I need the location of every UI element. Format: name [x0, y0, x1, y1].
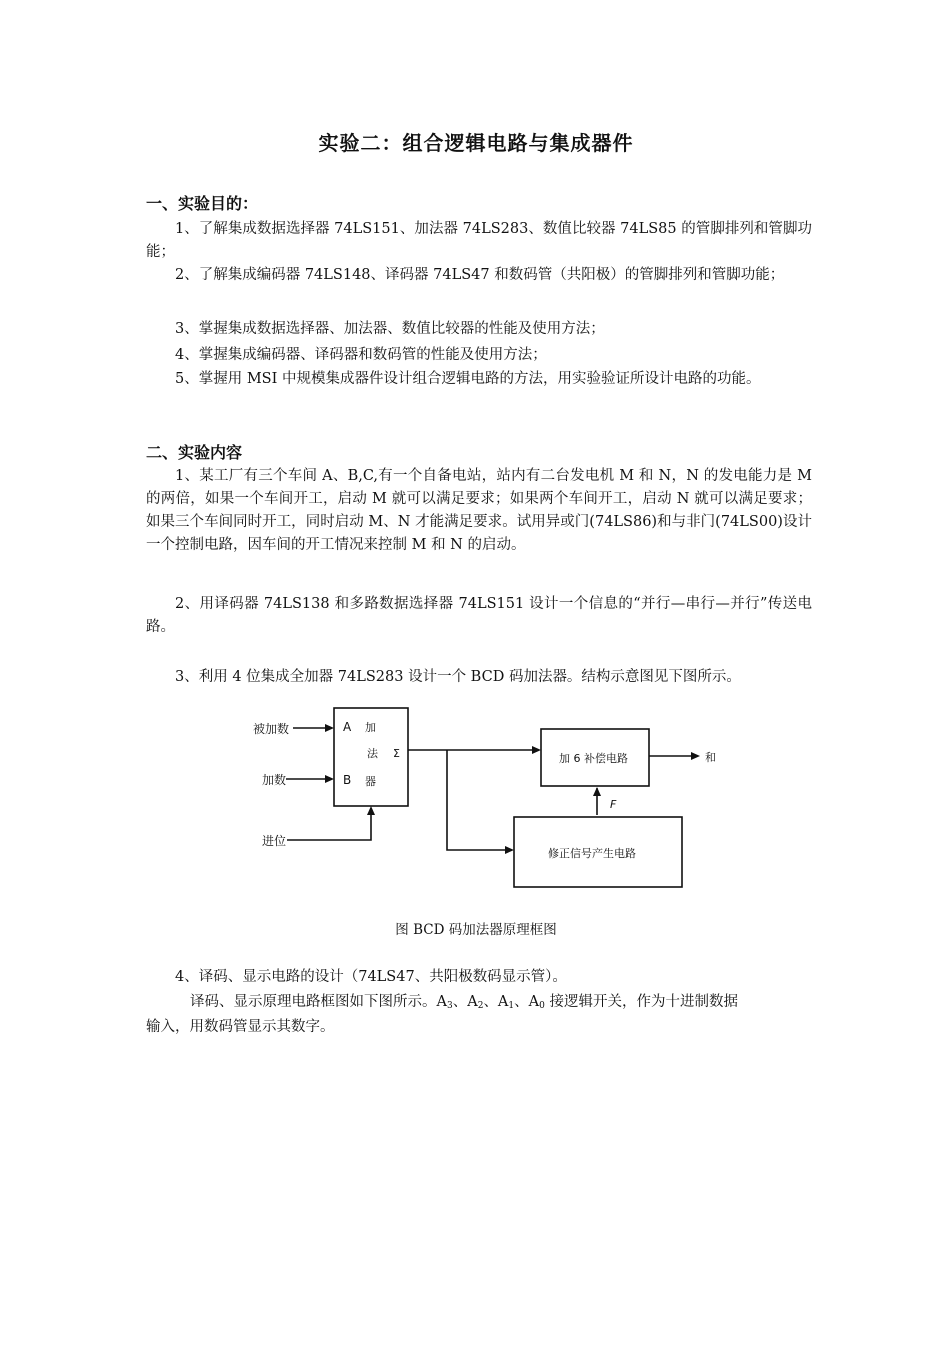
branch-line: [447, 750, 512, 850]
label-carry: 进位: [262, 834, 287, 848]
port-b-label: B: [343, 773, 352, 787]
page-title: 实验二：组合逻辑电路与集成器件: [318, 131, 634, 155]
section-heading-content: 二、实验内容: [146, 443, 243, 462]
adder-char-2: 法: [367, 747, 378, 760]
adder-char-1: 加: [365, 721, 376, 734]
objective-item-2: 2、了解集成编码器 74LS148、译码器 74LS47 和数码管（共阳极）的管脚排列和管脚功能；: [175, 267, 785, 283]
content-item-5-line-2: 输入，用数码管显示其数字。: [146, 1019, 335, 1035]
objective-item-3: 3、掌握集成数据选择器、加法器、数值比较器的性能及使用方法；: [175, 321, 605, 337]
objective-item-5: 5、掌握用 MSI 中规模集成器件设计组合逻辑电路的方法，用实验验证所设计电路的功能。: [175, 371, 761, 387]
objective-item-1: 1、了解集成数据选择器 74LS151、加法器 74LS283、数值比较器 74LS85 的管脚排列和管脚功能；: [146, 221, 812, 260]
f-signal-label: F: [610, 798, 617, 811]
adder-char-3: 器: [365, 775, 376, 788]
label-addend-a: 被加数: [253, 722, 290, 736]
plus6-label: 加 6 补偿电路: [559, 752, 628, 765]
port-a-label: A: [343, 720, 352, 734]
content-item-5-line-1: 译码、显示原理电路框图如下图所示。$A_3$、$A_2$、$A_1$、$A_0$ 接逻辑开关，作为十进制数据: [190, 994, 738, 1011]
output-label: 和: [705, 751, 716, 764]
content-item-3: 3、利用 4 位集成全加器 74LS283 设计一个 BCD 码加法器。结构示意图见下图所示。: [175, 669, 741, 685]
section-heading-objectives: 一、实验目的：: [146, 194, 259, 213]
content-item-4: 4、译码、显示电路的设计（74LS47、共阳极数码显示管）。: [175, 969, 567, 985]
objective-item-4: 4、掌握集成编码器、译码器和数码管的性能及使用方法；: [175, 347, 547, 363]
arrowheads: [325, 724, 700, 854]
correction-label: 修正信号产生电路: [548, 847, 636, 860]
label-addend-b: 加数: [262, 773, 287, 787]
carry-line: [287, 808, 371, 840]
content-item-2: 2、用译码器 74LS138 和多路数据选择器 74LS151 设计一个信息的“并行—串行—并行”传送电路。: [146, 596, 812, 635]
content-item-1: 1、某工厂有三个车间 A、B,C,有一个自备电站，站内有二台发电机 M 和 N，N 的发电能力是 M 的两倍，如果一个车间开工，启动 M 就可以满足要求；如果两个车间开工，启动 N 就可以满足要求；如果三个车间同时开工，同时启动 M、N 才能满足要求。试用异或门(74LS86)和与非门(74LS00)设计一个控制电路，因车间的开工情况来控制 M 和 N 的启动。: [146, 468, 812, 553]
sigma-label: Σ: [393, 747, 400, 760]
figure-caption: 图 BCD 码加法器原理框图: [395, 922, 557, 938]
